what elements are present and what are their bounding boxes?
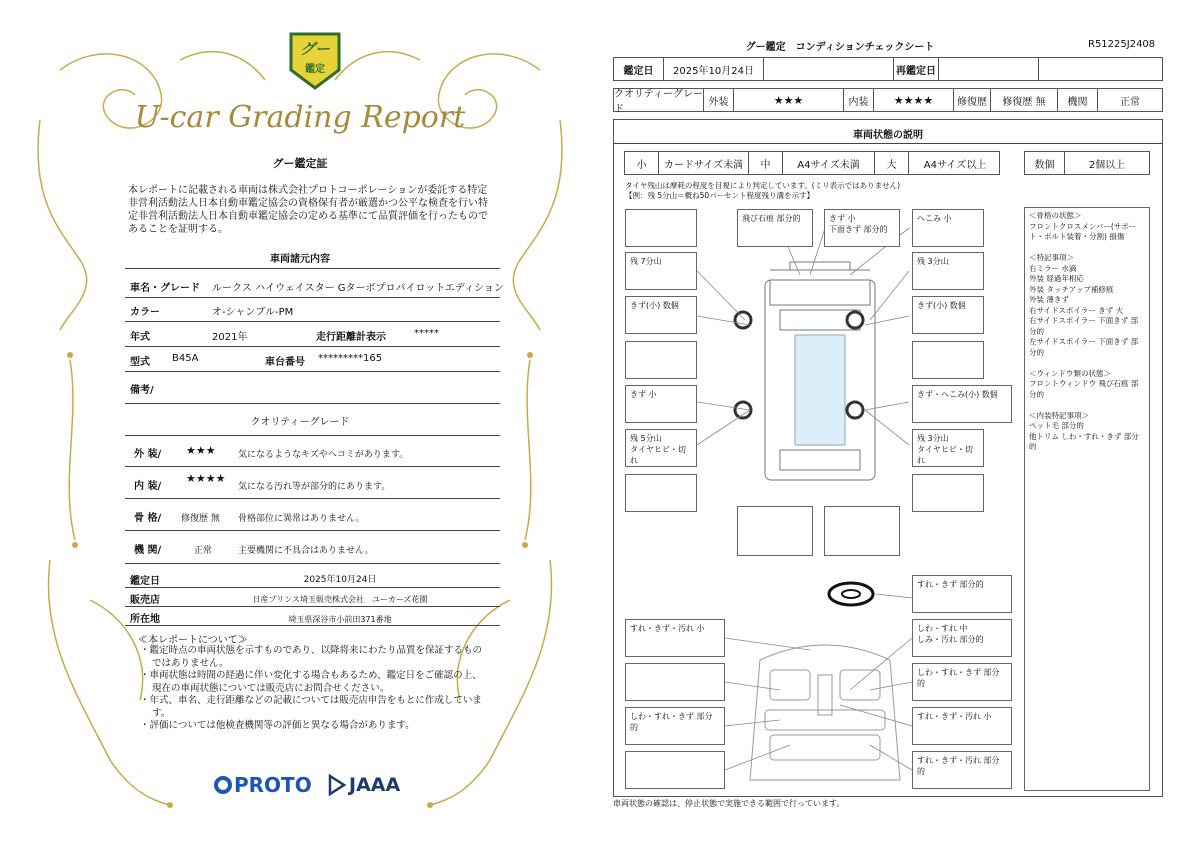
ext-note-right-5: きず・へこみ(小) 数個 xyxy=(912,385,1012,423)
int-note-right-3: すれ・きず・汚れ 小 xyxy=(912,707,1012,745)
year-label: 年式 xyxy=(130,332,150,343)
year-value: 2021年 xyxy=(212,332,248,343)
name-label: 車名・グレード xyxy=(130,283,200,294)
certificate-intro: 本レポートに記載される車両は株式会社プロトコーポレーションが委託する特定非営利活動法人日本自動車鑑定協会の資格保有者が厳選かつ公平な検査を行い特定非営利活動法人日本自動車鑑定協会の定める基準にて品質評価を行ったものであることを証明する。 xyxy=(128,185,488,235)
sheet-date-value: 2025年10月24日 xyxy=(664,58,764,80)
interior-stars: ★★★★ xyxy=(186,472,226,485)
chassis-value: *********165 xyxy=(318,353,383,364)
ext-stars: ★★★ xyxy=(734,89,844,111)
certificate-title: グー鑑定証 xyxy=(272,157,328,170)
color-label: カラー xyxy=(130,307,160,318)
legend-large-desc: A4サイズ以上 xyxy=(923,159,987,171)
model-label: 型式 xyxy=(130,357,150,368)
engine-text: 主要機関に不具合はありません。 xyxy=(238,546,374,556)
condition-notes: ＜骨格の状態＞ フロントクロスメンバー(サポート・ボルト装着・分割) 損傷 ＜特記事項＞ 右ミラー 水滴 外装 経過年相応 外装 タッチアップ補修痕 外装 薄きず 右サイドスポイラー きず 大 右サイドスポイラー 下面きず 部分的 左サイドスポイラー 下面きず 部分的 ＜ウィンドウ類の状態＞ フロントウィンドウ 飛び石痕 部分的 ＜内装特記事項＞ ペット毛 部分的 他トリム しわ・すれ・きず 部分的 xyxy=(1024,207,1150,791)
qg-label: クオリティーグレード xyxy=(614,89,703,115)
recheck-date-label: 再鑑定日 xyxy=(894,58,939,80)
notes-title: ≪本レポートについて≫ xyxy=(138,635,248,646)
ext-note-right-2: 残 3分山 xyxy=(912,252,984,290)
note-item: ・鑑定時点の車両状態を示すものであり、以降将来にわたり品質を保証するものではありません。 xyxy=(140,645,483,669)
frame-text: 骨格部位に異常はありません。 xyxy=(238,514,365,524)
exterior-text: 気になるようなキズやヘコミがあります。 xyxy=(238,450,409,460)
exterior-stars: ★★★ xyxy=(186,444,216,457)
proto-logo xyxy=(214,772,312,798)
legend-small-desc: カードサイズ未満 xyxy=(659,152,749,174)
int-note-right-1: しわ・すれ 中 しみ・汚れ 部分的 xyxy=(912,619,1012,657)
tire-note-1: タイヤ残山は摩耗の程度を目視により判定しています。(ミリ表示ではありません) xyxy=(625,181,901,190)
legend-large: 大 xyxy=(875,152,909,174)
document-id: R51225J2408 xyxy=(1088,39,1156,50)
dealer-label: 販売店 xyxy=(130,595,160,606)
count-value: 2個以上 xyxy=(1088,159,1126,171)
int-note-wheel: すれ・きず 部分的 xyxy=(912,575,1012,613)
dealer-value: 日産プリンス埼玉販売株式会社 ユーカーズ花園 xyxy=(252,595,428,604)
color-value: オ-シャンブル-PM xyxy=(212,307,294,318)
ext-note-left-3: きず(小) 数個 xyxy=(625,296,697,334)
sheet-engine-label: 機関 xyxy=(1058,89,1098,111)
repair-value: 修復歴 無 xyxy=(991,89,1058,111)
section-title: 車両状態の説明 xyxy=(853,130,923,141)
ext-note-top-right: へこみ 小 xyxy=(912,209,984,247)
legend-medium-desc: A4サイズ未満 xyxy=(783,152,875,174)
sheet-title: グー鑑定 コンディションチェックシート xyxy=(745,42,935,53)
script-title: U-car Grading Report xyxy=(134,100,466,135)
jaaa-logo xyxy=(328,772,400,798)
int-note-left-1: すれ・きず・汚れ 小 xyxy=(625,619,725,657)
address-value: 埼玉県深谷市小前田371番地 xyxy=(288,615,392,624)
condition-check-sheet xyxy=(600,0,1200,848)
ext-note-left-6: 残 5分山 タイヤヒビ・切れ xyxy=(625,429,697,467)
engine-value: 正常 xyxy=(194,546,213,556)
ext-note-left-5: きず 小 xyxy=(625,385,697,423)
ext-note-right-6: 残 3分山 タイヤヒビ・切れ xyxy=(912,429,984,467)
frame-label: 骨 格/ xyxy=(134,513,162,524)
ext-label: 外装 xyxy=(704,89,734,111)
count-label: 数個 xyxy=(1025,152,1065,174)
chassis-label: 車台番号 xyxy=(265,357,305,368)
tire-note-2: 【例：残 5分山＝概ね50パーセント程度残り溝を示す】 xyxy=(625,191,815,200)
interior-label: 内 装/ xyxy=(134,481,162,492)
interior-leader-lines xyxy=(600,0,1200,848)
ext-note-top-center-right: きず 小 下面きず 部分的 xyxy=(824,209,900,247)
remarks-label: 備考/ xyxy=(130,385,154,396)
date-label: 鑑定日 xyxy=(130,576,160,587)
engine-label: 機 関/ xyxy=(134,545,162,556)
badge-text-goo: グー xyxy=(299,40,330,58)
repair-label: 修復歴 xyxy=(954,89,991,111)
exterior-label: 外 装/ xyxy=(134,449,162,460)
note-item: ・評価については他検査機関等の評価と異なる場合があります。 xyxy=(140,720,415,731)
badge-text-kantei: 鑑定 xyxy=(305,64,325,75)
int-stars: ★★★★ xyxy=(874,89,954,111)
ext-note-top-center-left: 飛び石痕 部分的 xyxy=(737,209,813,247)
legend-medium: 中 xyxy=(749,152,783,174)
goo-badge-logo xyxy=(287,30,343,90)
name-value: ルークス ハイウェイスター Gターボプロパイロットエディション xyxy=(212,283,504,294)
note-item: ・年式、車名、走行距離などの記載については販売店申告をもとに作成しています。 xyxy=(140,695,482,719)
int-note-right-2: しわ・すれ・きず 部分的 xyxy=(912,663,1012,701)
ext-note-left-2: 残 7分山 xyxy=(625,252,697,290)
jaaa-logo-text: JAAA xyxy=(349,774,401,796)
quality-title: クオリティーグレード xyxy=(250,417,350,428)
jaaa-mark-icon xyxy=(328,774,346,796)
note-item: ・車両状態は時間の経過に伴い変化する場合もあるため、鑑定日をご確認の上、現在の車両状態については販売店にお問合せください。 xyxy=(140,670,482,694)
int-note-left-3: しわ・すれ・きず 部分的 xyxy=(625,707,725,745)
sheet-footer: 車両状態の確認は、停止状態で実施できる範囲で行っています。 xyxy=(613,799,845,808)
specs-title: 車両諸元内容 xyxy=(270,254,330,265)
date-value: 2025年10月24日 xyxy=(303,575,377,585)
model-value: B45A xyxy=(172,353,199,364)
sheet-date-label: 鑑定日 xyxy=(614,58,664,80)
ext-note-right-3: きず(小) 数個 xyxy=(912,296,984,334)
proto-logo-text: PROTO xyxy=(234,773,312,797)
interior-text: 気になる汚れ等が部分的にあります。 xyxy=(238,482,391,492)
frame-value: 修復歴 無 xyxy=(181,514,220,524)
notes-list xyxy=(140,645,490,733)
int-label: 内装 xyxy=(844,89,874,111)
mileage-value: ***** xyxy=(414,328,439,339)
mileage-label: 走行距離計表示 xyxy=(316,332,386,343)
legend-small: 小 xyxy=(625,152,659,174)
address-label: 所在地 xyxy=(130,614,160,625)
sheet-engine-value: 正常 xyxy=(1120,96,1140,108)
proto-mark-icon xyxy=(214,776,232,794)
int-note-right-4: すれ・きず・汚れ 部分的 xyxy=(912,751,1012,789)
